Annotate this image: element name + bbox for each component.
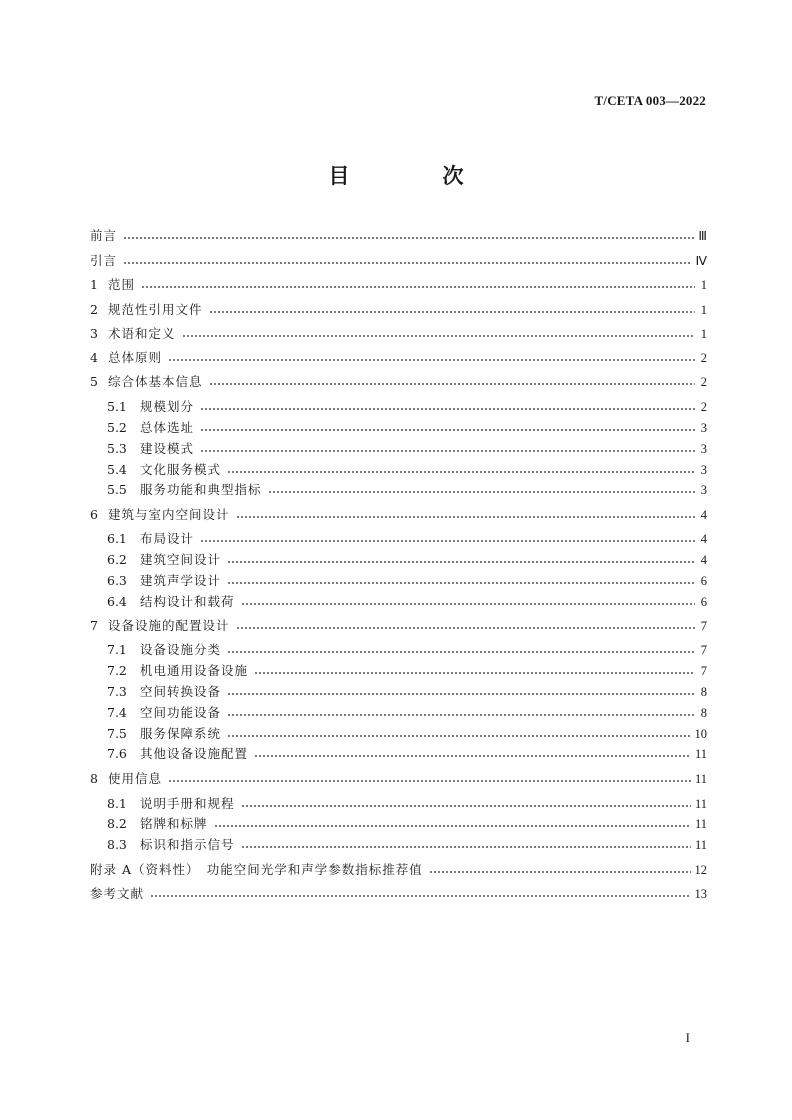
toc-entry[interactable]: [107, 682, 707, 702]
toc-leader-dots: [214, 825, 691, 827]
toc-entry[interactable]: [107, 724, 707, 744]
toc-leader-dots: [227, 471, 695, 473]
toc-entry-number: 8: [90, 771, 98, 786]
toc-entry[interactable]: [107, 744, 707, 764]
toc-entry-label: 前言: [90, 228, 118, 243]
toc-entry-label: 设备设施的配置设计: [108, 618, 230, 633]
toc-entry[interactable]: [90, 616, 707, 636]
toc-entry-label: 范围: [108, 277, 136, 292]
toc-entry[interactable]: [107, 571, 707, 591]
document-code: T/CETA 003—2022: [594, 93, 706, 108]
toc-entry-number: 7.5: [107, 726, 127, 741]
toc-entry[interactable]: [107, 703, 707, 723]
toc-entry-page: 1: [700, 303, 707, 317]
toc-entry-page: 13: [694, 887, 707, 901]
toc-entry-label: 使用信息: [108, 771, 163, 786]
toc-entry-number: 7.6: [107, 746, 127, 761]
toc-entry[interactable]: [107, 794, 707, 814]
toc-entry[interactable]: [107, 418, 707, 438]
toc-entry-page: 8: [700, 706, 707, 720]
toc-entry[interactable]: [90, 324, 707, 344]
toc-entry-page: 11: [694, 797, 707, 811]
toc-entry-page: 3: [700, 442, 707, 456]
toc-leader-dots: [241, 846, 691, 848]
toc-entry-label: 机电通用设备设施: [140, 663, 249, 678]
page-title: 目 次: [328, 163, 500, 188]
toc-entry-label: 总体原则: [108, 350, 163, 365]
toc-entry[interactable]: [107, 439, 707, 459]
toc-entry-page: 4: [700, 553, 707, 567]
toc-entry-number: 6.4: [107, 594, 127, 609]
toc-entry-label: 结构设计和载荷: [140, 594, 235, 609]
toc-entry-label: 术语和定义: [108, 326, 176, 341]
toc-entry-number: 5.4: [107, 462, 127, 477]
toc-entry-number: 7.3: [107, 684, 127, 699]
toc-entry-number: 5.1: [107, 399, 127, 414]
toc-leader-dots: [150, 895, 690, 897]
toc-entry[interactable]: [90, 505, 707, 525]
toc-entry-number: 6.2: [107, 552, 127, 567]
toc-leader-dots: [254, 755, 691, 757]
toc-leader-dots: [227, 582, 695, 584]
toc-entry-label: 参考文献: [90, 886, 145, 901]
toc-entry-label: 文化服务模式: [140, 462, 222, 477]
toc-leader-dots: [168, 359, 695, 361]
toc-entry-number: 7.2: [107, 663, 127, 678]
toc-entry-label: 建筑空间设计: [140, 552, 222, 567]
toc-entry[interactable]: [107, 592, 707, 612]
toc-entry-label: 规模划分: [140, 399, 195, 414]
toc-entry-number: 6.1: [107, 531, 127, 546]
toc-leader-dots: [236, 627, 695, 629]
toc-entry-number: 5.2: [107, 420, 127, 435]
toc-entry-page: 7: [700, 643, 707, 657]
toc-entry-label: 规范性引用文件: [108, 302, 203, 317]
toc-entry-label: 总体选址: [140, 420, 195, 435]
toc-entry-number: 7.1: [107, 642, 127, 657]
toc-entry-page: 11: [694, 838, 707, 852]
toc-leader-dots: [227, 735, 690, 737]
toc-entry-page: 1: [700, 327, 707, 341]
toc-leader-dots: [200, 540, 695, 542]
toc-entry-page: 11: [694, 772, 707, 786]
toc-entry[interactable]: [90, 300, 707, 320]
toc-entry[interactable]: [107, 814, 707, 834]
toc-entry-number: 5.3: [107, 441, 127, 456]
toc-entry-label: 建设模式: [140, 441, 195, 456]
toc-leader-dots: [209, 383, 695, 385]
toc-leader-dots: [236, 516, 695, 518]
toc-entry[interactable]: [90, 769, 707, 789]
toc-leader-dots: [209, 311, 695, 313]
toc-entry-number: 5: [90, 374, 98, 389]
toc-entry-page: Ⅳ: [695, 254, 707, 268]
toc-leader-dots: [123, 237, 694, 239]
toc-entry-page: 3: [700, 483, 707, 497]
toc-entry[interactable]: [107, 550, 707, 570]
toc-entry-label: 附录 A（资料性） 功能空间光学和声学参数指标推荐值: [90, 862, 423, 877]
toc-leader-dots: [241, 603, 695, 605]
toc-entry[interactable]: [107, 529, 707, 549]
toc-entry-label: 建筑与室内空间设计: [108, 507, 230, 522]
toc-entry-label: 标识和指示信号: [140, 837, 235, 852]
toc-entry-page: 3: [700, 463, 707, 477]
toc-entry-page: 7: [700, 664, 707, 678]
toc-entry-label: 空间转换设备: [140, 684, 222, 699]
toc-entry-page: Ⅲ: [698, 229, 707, 243]
toc-entry[interactable]: [107, 460, 707, 480]
toc-leader-dots: [123, 262, 691, 264]
toc-entry[interactable]: [90, 251, 707, 271]
toc-leader-dots: [200, 408, 695, 410]
toc-entry-page: 7: [700, 619, 707, 633]
toc-leader-dots: [268, 491, 695, 493]
toc-entry-label: 说明手册和规程: [140, 796, 235, 811]
toc-entry[interactable]: [107, 640, 707, 660]
toc-entry-label: 铭牌和标牌: [140, 816, 208, 831]
toc-entry[interactable]: [90, 275, 707, 295]
toc-entry-page: 2: [700, 375, 707, 389]
toc-entry-number: 5.5: [107, 482, 127, 497]
toc-entry[interactable]: [107, 661, 707, 681]
toc-entry-label: 空间功能设备: [140, 705, 222, 720]
toc-entry-label: 综合体基本信息: [108, 374, 203, 389]
toc-entry-page: 6: [700, 574, 707, 588]
toc-leader-dots: [241, 805, 691, 807]
toc-entry-number: 1: [90, 277, 98, 292]
toc-entry-page: 12: [694, 863, 707, 877]
toc-leader-dots: [227, 561, 695, 563]
toc-entry-label: 设备设施分类: [140, 642, 222, 657]
toc-leader-dots: [254, 672, 695, 674]
toc-entry-page: 10: [694, 727, 707, 741]
toc-entry-page: 3: [700, 421, 707, 435]
toc-leader-dots: [227, 651, 695, 653]
toc-entry-number: 8.1: [107, 796, 127, 811]
toc-entry-number: 8.2: [107, 816, 127, 831]
toc-leader-dots: [141, 286, 695, 288]
toc-leader-dots: [200, 429, 695, 431]
toc-entry-number: 3: [90, 326, 98, 341]
toc-entry-page: 11: [694, 747, 707, 761]
toc-leader-dots: [227, 693, 695, 695]
toc-entry-label: 服务功能和典型指标: [140, 482, 262, 497]
toc-entry-page: 4: [700, 508, 707, 522]
toc-entry[interactable]: [90, 348, 707, 368]
toc-entry-number: 7.4: [107, 705, 127, 720]
toc-entry-label: 建筑声学设计: [140, 573, 222, 588]
toc-entry-label: 服务保障系统: [140, 726, 222, 741]
page-number: I: [685, 1030, 690, 1045]
toc-entry-label: 布局设计: [140, 531, 195, 546]
toc-entry-page: 6: [700, 595, 707, 609]
toc-entry-label: 引言: [90, 253, 118, 268]
toc-entry-page: 1: [700, 278, 707, 292]
toc-entry-page: 4: [700, 532, 707, 546]
toc-entry[interactable]: [90, 884, 707, 904]
toc-entry[interactable]: [90, 860, 707, 880]
toc-entry-number: 8.3: [107, 837, 127, 852]
toc-leader-dots: [227, 714, 695, 716]
toc-entry[interactable]: [107, 397, 707, 417]
toc-entry-page: 2: [700, 351, 707, 365]
toc-leader-dots: [168, 780, 691, 782]
toc-entry[interactable]: [90, 226, 707, 246]
toc-entry[interactable]: [90, 372, 707, 392]
toc-entry-number: 4: [90, 350, 98, 365]
toc-leader-dots: [429, 871, 691, 873]
toc-leader-dots: [182, 335, 695, 337]
toc-entry-number: 6: [90, 507, 98, 522]
toc-entry-number: 6.3: [107, 573, 127, 588]
toc-entry[interactable]: [107, 835, 707, 855]
toc-entry-number: 2: [90, 302, 98, 317]
toc-entry[interactable]: [107, 480, 707, 500]
toc-entry-page: 2: [700, 400, 707, 414]
toc-entry-page: 11: [694, 817, 707, 831]
toc-entry-page: 8: [700, 685, 707, 699]
toc-entry-label: 其他设备设施配置: [140, 746, 249, 761]
toc-leader-dots: [200, 450, 695, 452]
toc-entry-number: 7: [90, 618, 98, 633]
